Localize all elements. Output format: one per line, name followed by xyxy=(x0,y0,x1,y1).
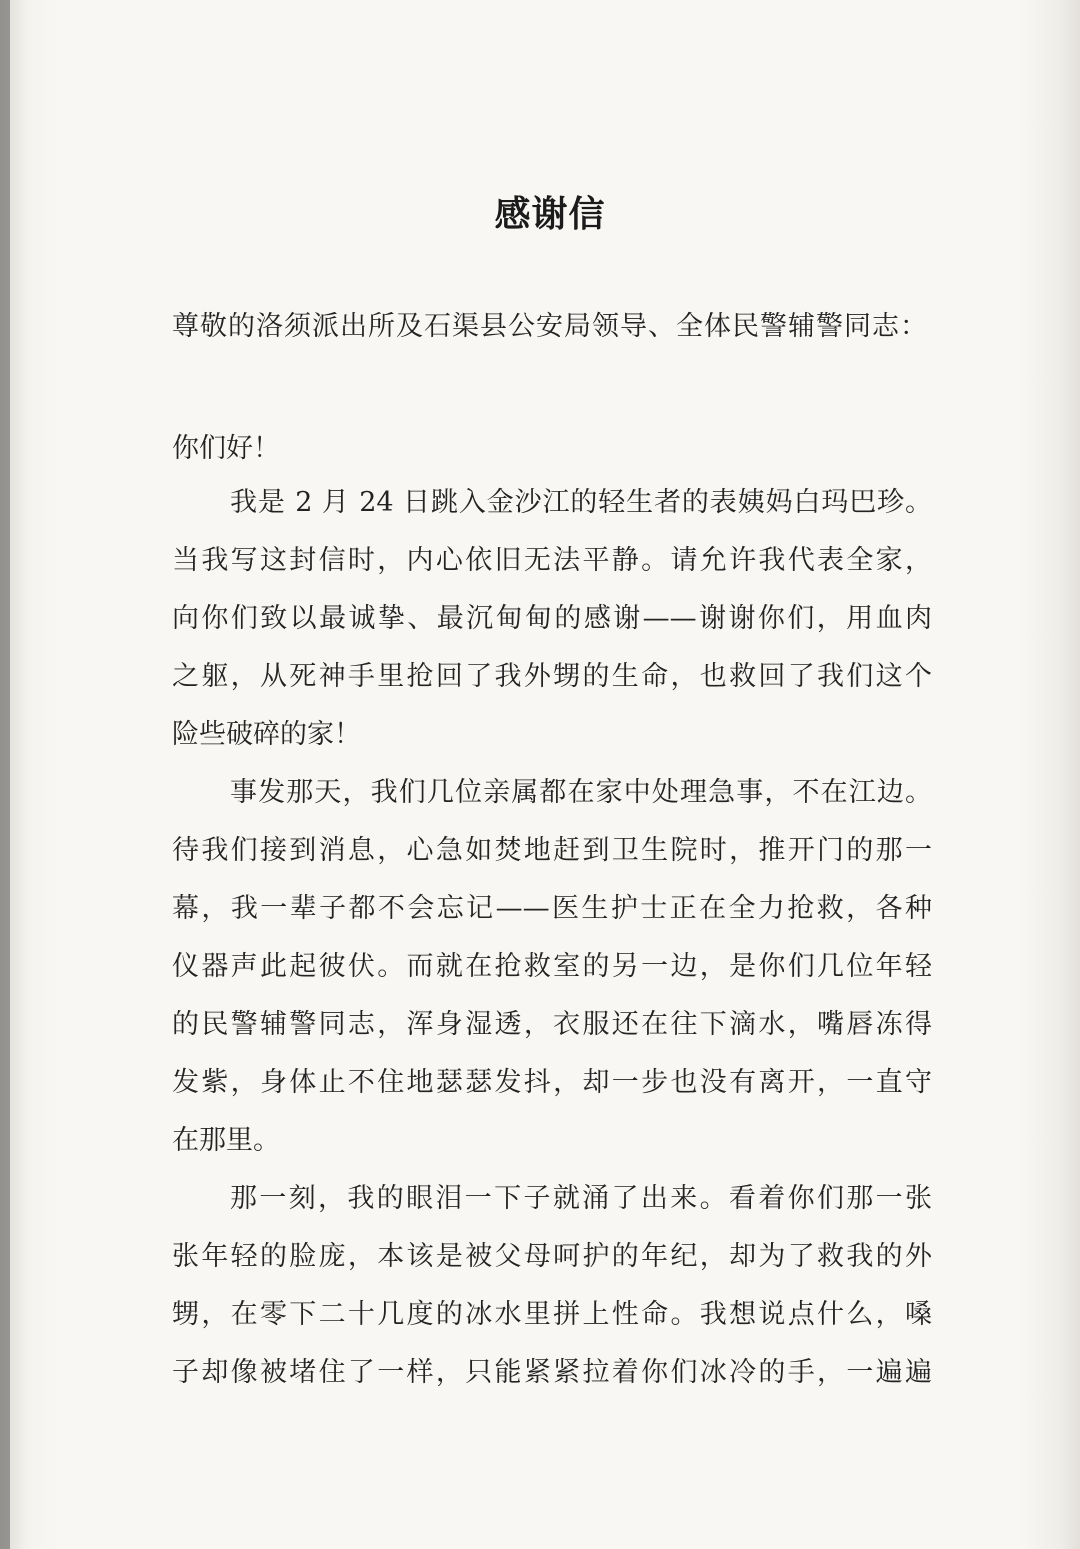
body-line-7: 待我们接到消息，心急如焚地赶到卫生院时，推开门的那一 xyxy=(172,835,932,866)
body-line-3: 向你们致以最诚挚、最沉甸甸的感谢——谢谢你们，用血肉 xyxy=(172,603,932,634)
body-line-16: 子却像被堵住了一样，只能紧紧拉着你们冰冷的手，一遍遍 xyxy=(172,1357,932,1388)
body-line-15: 甥，在零下二十几度的冰水里拼上性命。我想说点什么，嗓 xyxy=(172,1299,932,1330)
body-line-8: 幕，我一辈子都不会忘记——医生护士正在全力抢救，各种 xyxy=(172,893,932,924)
body-line-12: 在那里。 xyxy=(172,1125,280,1156)
body-line-1: 我是 2 月 24 日跳入金沙江的轻生者的表姨妈白玛巴珍。 xyxy=(230,487,932,518)
body-line-11: 发紫，身体止不住地瑟瑟发抖，却一步也没有离开，一直守 xyxy=(172,1067,932,1098)
letter-salutation: 尊敬的洛须派出所及石渠县公安局领导、全体民警辅警同志： xyxy=(172,311,928,342)
body-line-13: 那一刻，我的眼泪一下子就涌了出来。看着你们那一张 xyxy=(230,1183,932,1214)
body-line-5: 险些破碎的家！ xyxy=(172,719,361,750)
body-line-14: 张年轻的脸庞，本该是被父母呵护的年纪，却为了救我的外 xyxy=(172,1241,932,1272)
body-line-9: 仪器声此起彼伏。而就在抢救室的另一边，是你们几位年轻 xyxy=(172,951,932,982)
body-line-2: 当我写这封信时，内心依旧无法平静。请允许我代表全家， xyxy=(172,545,932,576)
body-line-6: 事发那天，我们几位亲属都在家中处理急事，不在江边。 xyxy=(230,777,932,808)
body-line-4: 之躯，从死神手里抢回了我外甥的生命，也救回了我们这个 xyxy=(172,661,932,692)
letter-title: 感谢信 xyxy=(494,194,606,235)
letter-greeting: 你们好！ xyxy=(172,433,280,464)
body-line-10: 的民警辅警同志，浑身湿透，衣服还在往下滴水，嘴唇冻得 xyxy=(172,1009,932,1040)
